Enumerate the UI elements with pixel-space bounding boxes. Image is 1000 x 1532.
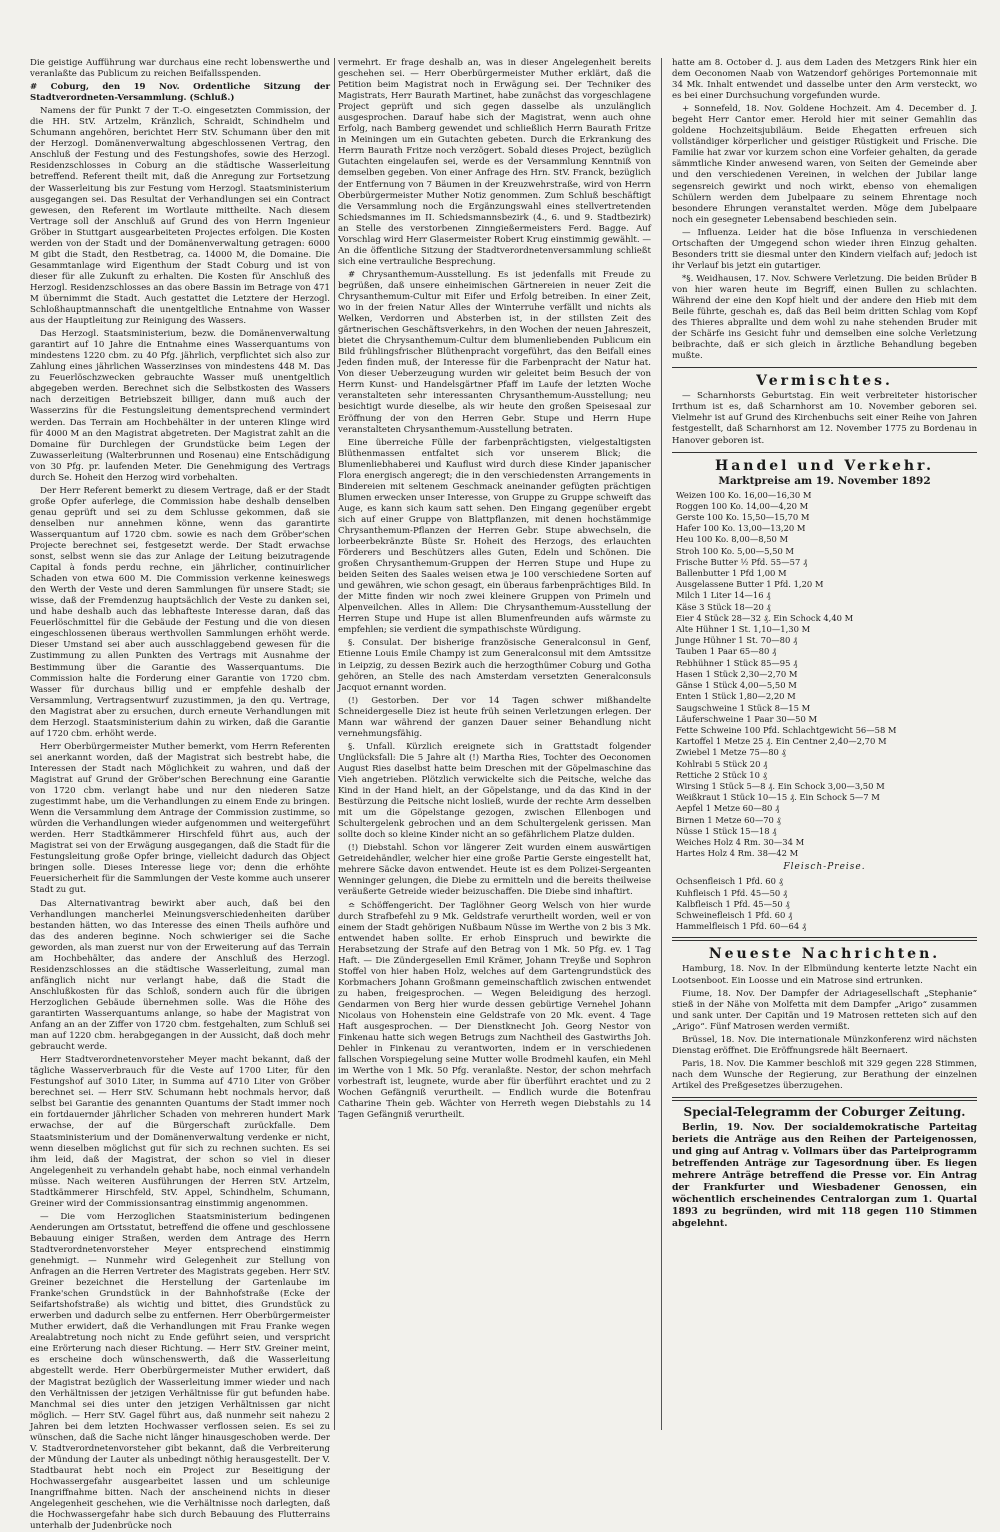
price-item: Kohlrabi 5 Stück 20 ₰ xyxy=(676,758,768,769)
article-text: hatte am 8. October d. J. aus dem Laden des Metzgers Rink hier ein dem Oeconomen Naab von Watzendorf gehöriges Portemonnaie mit 34 Mk. Inhalt entwendet und dasselbe unter den Arm versteckt, wo es bei einer Durchsuchung vorgefunden wurde. xyxy=(672,58,977,102)
news-item: Fiume, 18. Nov. Der Dampfer der Adriagesellschaft „Stephanie“ stieß in der Nähe von Molfetta mit dem Dampfer „Arigo“ zusammen und sank unter. Der Capitän und 19 Matrosen retteten sich auf den „Arigo“. Fünf Matrosen werden vermißt. xyxy=(672,988,977,1032)
price-item: Aepfel 1 Metze 60—80 ₰ xyxy=(676,803,780,814)
price-item: Roggen 100 Ko. 14,00—4,20 M xyxy=(676,500,809,511)
price-item: Gerste 100 Ko. 15,50—15,70 M xyxy=(676,512,810,523)
article-text: Eine überreiche Fülle der farbenprächtigsten, vielgestaltigsten Blüthenmassen entfaltet sich vor unserem Blick; die Blumenliebhaberei und Kauflust wird durch diese Kinder japanischer Flora energisch angeregt; die in den verschiedensten Arrangements in Bindereien mit seltenem Geschmack aneinander gefügten prächtigen Blumen erwecken unser Interesse, von Gruppe zu Gruppe schweift das Auge, es kann sich kaum satt sehen. Den Eingang gegenüber ergebt sich auf einer Gruppe von Blattpflanzen, mit denen hochstämmige Chrysanthemum-Pflanzen der Herren Gebr. Stupe abwechseln, die lorbeerbekränzte Büste Sr. Hoheit des Herzogs, des erlauchten Förderers und Beschützers alles Guten, Edeln und Schönen. Die großen Chrysanthemum-Gruppen der Herren Stupe und Hupe zu beiden Seiten des Saales weisen etwa je 100 verschiedene Sorten auf und gewähren, wie schon gesagt, ein überaus farbenprächtiges Bild. In der Mitte finden wir noch zwei kleinere Gruppen von Primeln und Alpenveilchen. Alles in Allem: Die Chrysanthemum-Ausstellung der Herren Stupe und Hupe ist allen Blumenfreunden aufs wärmste zu empfehlen; sie verdient die sympathischste Würdigung. xyxy=(338,437,651,636)
meat-price-list xyxy=(672,876,977,932)
price-item: Schweinefleisch 1 Pfd. 60 ₰ xyxy=(676,910,793,920)
price-item: Gänse 1 Stück 4,00—5,50 M xyxy=(676,680,797,691)
price-item: Weißkraut 1 Stück 10—15 ₰. Ein Schock 5—7 M xyxy=(676,792,880,803)
section-heading-handel: Handel und Verkehr. xyxy=(715,457,934,474)
price-item: Junge Hühner 1 St. 70—80 ₰ xyxy=(676,635,798,646)
column-1 xyxy=(30,58,330,1532)
article-text: Herr Stadtverordnetenvorsteher Meyer macht bekannt, daß der tägliche Wasserverbrauch für die Veste auf 1700 Liter, für den Festungshof auf 3010 Liter, in Summa auf 4710 Liter von Gröber berechnet sei. — Herr StV. Schumann hebt nochmals hervor, daß selbst bei Garantie des genannten Quantums der Stadt immer noch ein fortdauernder jährlicher Schaden von mehreren hundert Mark erwachse, der auf die Bürgerschaft zurückfalle. Dem Staatsministerium und der Domänenverwaltung verdenke er nicht, wenn dieselben möglichst gut für sich zu rechnen suchten. Es sei ihm leid, daß der Magistrat, der schon so viel in dieser Angelegenheit zu verhandeln gehabt habe, noch einmal verhandeln müsse. Nach weiteren Ausführungen der Herren StV. Artzelm, Stadtkämmerer Hirschfeld, StV. Appel, Schindhelm, Schumann, Greiner wird der Commissionsantrag einstimmig angenommen. xyxy=(30,1055,330,1209)
price-item: Ochsenfleisch 1 Pfd. 60 ₰ xyxy=(676,876,783,887)
price-item: Saugschweine 1 Stück 8—15 M xyxy=(676,702,811,713)
price-item: Heu 100 Ko. 8,00—8,50 M xyxy=(676,534,789,545)
special-telegram-heading: Special-Telegramm der Coburger Zeitung. xyxy=(683,1104,966,1119)
price-item: Ballenbutter 1 Pfd 1,00 M xyxy=(676,568,787,579)
price-item: Tauben 1 Paar 65—80 ₰ xyxy=(676,646,777,657)
price-item: Milch 1 Liter 14—16 ₰ xyxy=(676,590,771,601)
article-heading xyxy=(30,82,330,104)
price-list xyxy=(672,490,977,860)
price-item: Läuferschweine 1 Paar 30—50 M xyxy=(676,713,818,724)
article-text: §. Consulat. Der bisherige französische Generalconsul in Genf, Etienne Louis Emile Champy ist zum Generalconsul mit dem Amtssitze in Leipzig, zu dessen Bezirk auch die herzogthümer Coburg und Gotha gehören, an Stelle des nach Amsterdam versetzten Generalconsuls Jacquot ernannt worden. xyxy=(338,638,651,693)
article-text: Herr Oberbürgermeister Muther bemerkt, vom Herrn Referenten sei anerkannt worden, daß der Magistrat sich bestrebt habe, die Interessen der Stadt nach Möglichkeit zu wahren, und daß der Magistrat auf Grund der Gröber'schen Berechnung eine Garantie von 1720 cbm. verlangt habe und nur den niederen Satze zugestimmt habe, um die Verhandlungen zu einem Ende zu bringen. Wenn die Versammlung dem Antrage der Commission zustimme, so würden die Verhandlungen wieder aufgenommen und weitergeführt werden. Herr Stadtkämmerer Hirschfeld führt aus, auch der Magistrat sei von der Erwägung ausgegangen, daß die Stadt für die Festungsleitung große Opfer bringe, vielleicht dadurch das Object bringen solle. Dieses Interesse liege vor; denn die erhöhte Feuersicherheit für die Sammlungen der Veste komme auch unserer Stadt zu gut. xyxy=(30,741,330,896)
article-text: Die geistige Aufführung war durchaus eine recht lobenswerthe und veranlaßte das Publicum zu reichen Beifallsspenden. xyxy=(30,58,330,80)
news-item: Paris, 18. Nov. Die Kammer beschloß mit 329 gegen 228 Stimmen, nach dem Wunsche der Regierung, zur Berathung der einzelnen Artikel des Preßgesetzes überzugehen. xyxy=(672,1058,977,1091)
price-item: Birnen 1 Metze 60—70 ₰ xyxy=(676,814,781,825)
article-text: — Scharnhorsts Geburtstag. Ein weit verbreiteter historischer Irrthum ist es, daß Scharnhorst am 10. November geboren sei. Vielmehr ist auf Grund des Kirchenbuchs seit einer Reihe von Jahren festgestellt, daß Scharnhorst am 12. November 1775 zu Bordenau in Hanover geboren ist. xyxy=(672,391,977,446)
section-rule xyxy=(672,367,977,368)
news-item: Brüssel, 18. Nov. Die internationale Münzkonferenz wird nächsten Dienstag eröffnet. Die Eröffnungsrede hält Beernaert. xyxy=(672,1034,977,1056)
section-heading-neueste-nachrichten: Neueste Nachrichten. xyxy=(708,946,941,963)
section-rule xyxy=(672,937,977,941)
section-heading-vermischtes: Vermischtes. xyxy=(756,373,893,390)
article-text: *§. Weidhausen, 17. Nov. Schwere Verletzung. Die beiden Brüder B von hier waren heute im Begriff, einen Bullen zu schlachten. Während der eine den Kopf hielt und der andere den Hieb mit dem Beile führte, geschah es, daß das Beil beim dritten Schlag vom Kopf des Thieres abprallte und dem wohl zu nahe stehenden Bruder mit der Schärfe ins Gesicht fuhr und demselben eine solche Verletzung beibrachte, daß er sich gleich in ärztliche Behandlung begeben mußte. xyxy=(672,273,977,362)
price-item: Hasen 1 Stück 2,30—2,70 M xyxy=(676,668,798,679)
price-item: Rettiche 2 Stück 10 ₰ xyxy=(676,769,767,780)
price-item: Käse 3 Stück 18—20 ₰ xyxy=(676,601,771,612)
column-divider xyxy=(334,58,335,1430)
article-text: §. Unfall. Kürzlich ereignete sich in Grattstadt folgender Unglücksfall: Die 5 Jahre alt (!) Martha Ries, Tochter des Oeconomen August Ries daselbst hatte beim Dreschen mit der Göpelmaschine das Vieh angetrieben. Plötzlich verwickelte sich die Peitsche, welche das Kind in der Hand hielt, an der Göpelstange, und da das Kind in der Bestürzung die Peitsche nicht losließ, wurde der rechte Arm desselben mit um die Göpelstange gezogen, zwischen Ellenbogen und Schultergelenk gebrochen und an dem Schultergelenk gerissen. Man sollte doch so kleine Kinder nicht an so gefährlichem Platze dulden. xyxy=(338,741,651,841)
price-item: Alte Hühner 1 St. 1,10—1,30 M xyxy=(676,624,811,635)
price-item: Frische Butter ½ Pfd. 55—57 ₰ xyxy=(676,556,808,567)
meat-prices-title: Fleisch-Preise. xyxy=(783,862,866,873)
price-item: Eier 4 Stück 28—32 ₰. Ein Schock 4,40 M xyxy=(676,612,854,623)
price-item: Fette Schweine 100 Pfd. Schlachtgewicht 56—58 M xyxy=(676,724,897,735)
price-item: Rebhühner 1 Stück 85—95 ₰ xyxy=(676,657,798,668)
column-divider xyxy=(661,58,662,1430)
article-text: ≏ Schöffengericht. Der Taglöhner Georg Welsch von hier wurde durch Strafbefehl zu 9 Mk. Geldstrafe verurtheilt worden, weil er von einem der Stadt gehörigen Nußbaum Nüsse im Werthe von 2 bis 3 Mk. entwendet haben sollte. Er erhob Einspruch und bewirkte die Herabsetzung der Strafe auf den Betrag von 1 Mk. 50 Pfg. ev. 1 Tag Haft. — Die Zündergesellen Emil Krämer, Johann Treyße und Sophron Stoffel von hier haben Holz, welches auf dem Gartengrundstück des Korbmachers Johann Großmann gemeinschaftlich zwischen entwendet zu haben, freigesprochen. — Wegen Beleidigung des herzogl. Gendarmen von Berg hier wurde dessen gebürtige Vernehel Johann Nicolaus von Hohenstein eine Geldstrafe von 20 Mk. event. 4 Tage Haft ausgesprochen. — Der Dienstknecht Joh. Georg Nestor von Finkenau hatte sich wegen Betrugs zum Nachtheil des Gastwirths Joh. Dehler in Finkenau zu verantworten, indem er in verschiedenen fallschen Vorspiegelung seine Mutter wolle Brodmehl kaufen, ein Mehl im Werthe von 1 Mk. 50 Pfg. veranlaßte. Nestor, der schon mehrfach vorbestraft ist, leugnete, wurde aber für überführt erachtet und zu 2 Wochen Gefängniß verurtheilt. — Endlich wurde die Botenfrau Catharine Thein geb. Wächter von Herreth wegen Diebstahls zu 14 Tagen Gefängniß verurtheilt. xyxy=(338,900,651,1121)
price-item: Stroh 100 Ko. 5,00—5,50 M xyxy=(676,545,795,556)
price-item: Kalbfleisch 1 Pfd. 45—50 ₰ xyxy=(676,898,790,909)
article-text: Der Herr Referent bemerkt zu diesem Vertrage, daß er der Stadt große Opfer auferlege, die Commission habe deshalb denselben genau geprüft und sei zu dem Schlusse gekommen, daß sie denselben nur annehmen könne, wenn das garantirte Wasserquantum auf 1720 cbm. sowie es nach dem Gröber'schen Projecte berechnet sei, festgesetzt werde. Der Stadt erwachse sonst, selbst wenn sie das zur Anlage der Leitung beizutragende Capital à fonds perdu rechne, ein jährlicher, continuirlicher Schaden von etwa 600 M. Die Commission verkenne keineswegs den Werth der Veste und deren Sammlungen für unsere Stadt; sie wisse, daß der Fremdenzug hauptsächlich der Veste zu danken sei, und habe deshalb auch das lebhafteste Interesse daran, daß das Feuerlöschmittel für die Gebäude der Festung und die von diesen eingeschlossenen überaus werthvollen Sammlungen erhöht werde. Dieser Umstand sei aber auch ausschlaggebend gewesen für die Zustimmung zu allen Punkten des Vertrags mit Ausnahme der Bestimmung über die Garantie des Wasserquantums. Die Commission halte die Forderung einer Garantie von 1720 cbm. Wasser für durchaus billig und er empfehle deshalb der Versammlung, Vertragsentwurf zuzustimmen, ja den qu. Vertrage, den Magistrat aber zu ersuchen, durch erneute Verhandlungen mit dem Herzogl. Staatsministerium dahin zu wirken, daß die Garantie auf 1720 cbm. erhöht werde. xyxy=(30,485,330,739)
heading-text: # Coburg, den 19 Nov. Ordentliche Sitzung der Stadtverordneten-Versammlung. (Schluß.) xyxy=(30,82,330,104)
price-item: Weizen 100 Ko. 16,00—16,30 M xyxy=(676,489,812,500)
article-text: — Die vom Herzoglichen Staatsministerium bedingenen Aenderungen am Ortsstatut, betreffend die offene und geschlossene Bebauung einiger Straßen, werden dem Antrage des Herrn Stadtverordnetenvorsteher Meyer entsprechend einstimmig genehmigt. — Nunmehr wird Gelegenheit zur Stellung von Anfragen an die Herren Vertreter des Magistrats gegeben. Herr StV. Greiner bezeichnet die Herstellung der Gartenlaube im Franke'schen Grundstück in der Bahnhofstraße (Ecke der Seifartshofstraße) als wichtig und bittet, dies Grundstück zu erwerben und dadurch selbe zu entfernen. Herr Oberbürgermeister Muther erwidert, daß die Verhandlungen mit Frau Franke wegen Arealabtretung noch nicht zu Ende geführt seien, und verspricht eine Erörterung nach dieser Richtung. — Herr StV. Greiner meint, es erscheine doch wünschenswerth, daß die Wasserleitung abgestellt werde. Herr Oberbürgermeister Muther erwidert, daß der Magistrat bezüglich der Wasserleitung immer wieder und nach den Verhältnissen der jetzigen Verhältnisse für gut befunden habe. Manchmal sei dies unter den jetzigen Verhältnissen gar nicht möglich. — Herr StV. Gagel führt aus, daß nunmehr seit nahezu 2 Jahren bei dem letzten Hochwasser verflossen seien. Es sei zu wünschen, daß die Sache nicht länger hinausgeschoben werde. Der V. Stadtverordnetenvorsteher gibt bekannt, daß die Verbreiterung der Mündung der Lauter als unbedingt nöthig herausgestellt. Der V. Stadtbaurat hebt noch ein Project zur Beseitigung der Hochwassergefahr ausgearbeitet lassen und um schleunige Inangriffnahme bitten. Nach der anscheinend nichts in dieser Angelegenheit geschehen, wie die Verhältnisse noch darlegten, daß die Hochwassergefahr habe sich durch Bebauung des Flutterrains unterhalb der Judenbrücke noch xyxy=(30,1211,330,1532)
price-item: Ausgelassene Butter 1 Pfd. 1,20 M xyxy=(676,579,824,590)
news-item: Hamburg, 18. Nov. In der Elbmündung kenterte letzte Nacht ein Lootsenboot. Ein Loosse und ein Matrose sind ertrunken. xyxy=(672,964,977,986)
column-3 xyxy=(672,58,977,1430)
price-item: Zwiebel 1 Metze 75—80 ₰ xyxy=(676,747,786,758)
price-item: Hartes Holz 4 Rm. 38—42 M xyxy=(676,848,799,859)
price-item: Kuhfleisch 1 Pfd. 45—50 ₰ xyxy=(676,887,788,898)
section-rule xyxy=(672,1097,977,1101)
article-text: Das Herzogl. Staatsministerium, bezw. die Domänenverwaltung garantirt auf 10 Jahre die Entnahme eines Wasserquantums von mindestens 1220 cbm. zu 40 Pfg. jährlich, verpflichtet sich also zur Zahlung eines jährlichen Wasserzinses von mindestens 448 M. Das zu Feuerlöschzwecken gebrauchte Wasser muß unentgeltlich abgegeben werden. Berechnet sich die Selbstkosten des Wassers nach derzeitigen Betriebszeit billiger, dann muß auch der Wasserzins für die Festungsleitung dementsprechend vermindert werden. Das Terrain am Hochbehälter in der unteren Klinge wird für 4000 M an den Magistrat abgetreten. Der Magistrat zahlt an die Domaine für Durchlegen der Grundstücke beim Legen der Zuwasserleitung (Walterbrunnen und Rosenau) eine Entschädigung von 30 Pfg. pr. laufenden Meter. Die Genehmigung des Vertrags durch Se. Hoheit den Herzog wird vorbehalten. xyxy=(30,329,330,483)
article-text: # Chrysanthemum-Ausstellung. Es ist jedenfalls mit Freude zu begrüßen, daß unsere einheimischen Gärtnereien in neuer Zeit die Chrysanthemum-Cultur mit Eifer und Erfolg betreiben. In einer Zeit, wo in der freien Natur Alles der Winterruhe verfällt und nichts als Welken, Verdorren und Absterben ist, in der stillsten Zeit des gärtnerischen Geschäftsverkehrs, in den Wochen der neuen Jahreszeit, bietet die Chrysanthemum-Cultur dem blumenliebenden Publicum ein Bild frühlingsfrischer Blüthenpracht vorgeführt, das den Beifall eines Jeden finden muß, der Interesse für die Farbenpracht der Natur hat. Von dieser Ueberzeugung wurden wir geleitet beim Besuch der von Herrn Kunst- und Handelsgärtner Pfaff im Laufe der letzten Woche veranstalteten sehr interessanten Chrysanthemum-Ausstellung; neu besichtigt wurde dieselbe, als wir heute den großen Speisesaal zur Eröffnung der von den Herren Gebr. Stupe und Herrn Hupe veranstalteten Chrysanthemum-Ausstellung betraten. xyxy=(338,269,651,435)
article-text: — Influenza. Leider hat die böse Influenza in verschiedenen Ortschaften der Umgegend schon wieder ihren Einzug gehalten. Besonders tritt sie diesmal unter den Kindern vielfach auf; jedoch ist ihr Verlauf bis jetzt ein gutartiger. xyxy=(672,227,977,271)
price-item: Weiches Holz 4 Rm. 30—34 M xyxy=(676,836,805,847)
telegram-text: Berlin, 19. Nov. Der socialdemokratische Parteitag beriets die Anträge aus den Reihen der Parteigenossen, und ging auf Antrag v. Vollmars über das Parteiprogramm betreffenden Anträge zur Tagesordnung über. Es liegen mehrere Anträge betreffend die Presse vor. Ein Antrag der Frankfurter und Wiesbadener Genossen, ein wöchentlich erscheinendes Centralorgan zum 1. Quartal 1893 zu begründen, wird mit 118 gegen 110 Stimmen abgelehnt. xyxy=(672,1122,977,1230)
article-text: (!) Gestorben. Der vor 14 Tagen schwer mißhandelte Schneidergeselle Diez ist heute früh seinen Verletzungen erlegen. Der Mann war während der ganzen Dauer seiner Behandlung nicht vernehmungsfähig. xyxy=(338,695,651,739)
article-text: Namens der für Punkt 7 der T.-O. eingesetzten Commission, der die HH. StV. Artzelm, Kränzlich, Schraidt, Schindhelm und Schumann angehören, berichtet Herr StV. Schumann über den mit der Herzogl. Domänenverwaltung abgeschlossenen Vertrag, den Anschluß der Festung und des Festungshofes, sowie des Herzogl. Residenzschlosses in Coburg an die städtische Wasserleitung betreffend. Referent theilt mit, daß die Anregung zur Fortsetzung der Wasserleitung bis zur Festung vom Herzogl. Staatsministerium ausgegangen sei. Das Resultat der Verhandlungen sei ein Contract gewesen, den Referent im Wortlaute mittheilte. Nach diesem Vertrage soll der Anschluß auf Grund des von Herrn Ingenieur Gröber in Stuttgart ausgearbeiteten Projectes erfolgen. Die Kosten werden von der Stadt und der Domänenverwaltung getragen: 6000 M gibt die Stadt, den Restbetrag, ca. 14000 M, die Domaine. Die Gesammtanlage wird Eigenthum der Stadt Coburg und ist von dieser für alle Zukunft zu erhalten. Die Kosten für Anschluß des Herzogl. Residenzschlosses an das obere Bassin im Betrage von 471 M übernimmt die Stadt. Auch gestattet die Letztere der Herzogl. Schloßhauptmannschaft die unentgeltliche Entnahme von Wasser aus der Hauptleitung zur Reinigung des Wassers. xyxy=(30,106,330,327)
article-text: (!) Diebstahl. Schon vor längerer Zeit wurden einem auswärtigen Getreidehändler, welcher hier eine große Partie Gerste eingestellt hat, mehrere Säcke davon entwendet. Heute ist es dem Polizei-Sergeanten Wenninger gelungen, die Diebe zu ermitteln und die bereits theilweise veräußerte Getreide wieder beizuschaffen. Die Diebe sind inhaftirt. xyxy=(338,843,651,898)
price-item: Nüsse 1 Stück 15—18 ₰ xyxy=(676,825,777,836)
price-item: Wirsing 1 Stück 5—8 ₰. Ein Schock 3,00—3,50 M xyxy=(676,780,885,791)
price-item: Kartoffel 1 Metze 25 ₰. Ein Centner 2,40—2,70 M xyxy=(676,736,887,747)
column-2 xyxy=(338,58,651,1430)
article-text: Das Alternativantrag bewirkt aber auch, daß bei den Verhandlungen mancherlei Meinungsverschiedenheiten darüber bestanden hätten, wo das Interesse des einen Theils aufhöre und das des anderen beginne. Noch schwieriger sei die Sache geworden, als man zuerst nur von der Erweiterung auf das Terrain am Hochbehälter, das andere der Anschluß des Herzogl. Residenzschlosses an die städtische Wasserleitung, zumal man anfänglich nicht nur verlangt habe, daß die Stadt die Anschlußkosten für das Schloß, sondern auch für die übrigen Herzoglichen Gebäude übernehmen solle. Was die Höhe des garantirten Wasserquantums anlange, so habe der Magistrat von Anfang an an der Ziffer von 1720 cbm. festgehalten, zum Schluß sei man auf 1220 cbm. herabgegangen in der Aussicht, daß doch mehr gebraucht werde. xyxy=(30,898,330,1053)
section-rule xyxy=(672,452,977,453)
article-text: + Sonnefeld, 18. Nov. Goldene Hochzeit. Am 4. December d. J. begeht Herr Cantor emer. Herold hier mit seiner Gemahlin das goldene Hochzeitsjubiläum. Beide Ehegatten erfreuen sich vollständiger körperlicher und geistiger Rüstigkeit und Frische. Die Familie hat zwar vor kurzem schon eine Vorfeier gehalten, da gerade sämmtliche Kinder anwesend waren, von Seiten der Gemeinde aber und den verschiedenen Vereinen, in welchen der Jubilar lange segensreich gewirkt und noch wirkt, ebenso von ehemaligen Schülern werden dem Jubelpaare zu seinem Ehrentage noch besondere Ehrungen veranstaltet werden. Möge dem Jubelpaare noch ein gesegneter Lebensabend beschieden sein. xyxy=(672,104,977,225)
price-item: Hafer 100 Ko. 13,00—13,20 M xyxy=(676,523,806,534)
article-text: vermehrt. Er frage deshalb an, was in dieser Angelegenheit bereits geschehen sei. — Herr Oberbürgermeister Muther erklärt, daß die Petition beim Magistrat noch in Erwägung sei. Der Techniker des Magistrats, Herr Baurath Martinet, habe zunächst das vorgeschlagene Project geprüft und sich gegen dasselbe als unzulänglich ausgesprochen. Darauf habe sich der Magistrat, wenn auch ohne Erfolg, nach Bamberg gewendet und schließlich Herrn Baurath Fritze in Meiningen um ein Gutachten gebeten. Durch die Erkrankung des Herrn Baurath Fritze noch verzögert. Sobald dieses Project, bezüglich Gutachten eingelaufen sei, werde es der Versammlung Kenntniß von demselben gegeben. Von einer Anfrage des Hrn. StV. Franck, bezüglich der Entfernung von 7 Bäumen in der Kreuzwehrstraße, wird von Herrn Oberbürgermeister Muther Notiz genommen. Zum Schluß beschäftigt die Versammlung noch die Ergänzungswahl eines stellvertretenden Schiedsmannes im II. Schiedsmannsbezirk (4., 6. und 9. Stadtbezirk) an Stelle des verstorbenen Zinngießermeisters Ferd. Bagge. Auf Vorschlag wird Herr Glasermeister Robert Krug einstimmig gewählt. — An die öffentliche Sitzung der Stadtverordnetenversammlung schließt sich eine vertrauliche Besprechung. xyxy=(338,58,651,267)
price-item: Enten 1 Stück 1,80—2,20 M xyxy=(676,691,796,702)
market-prices-title: Marktpreise am 19. November 1892 xyxy=(718,474,931,487)
price-item: Hammelfleisch 1 Pfd. 60—64 ₰ xyxy=(676,921,807,932)
